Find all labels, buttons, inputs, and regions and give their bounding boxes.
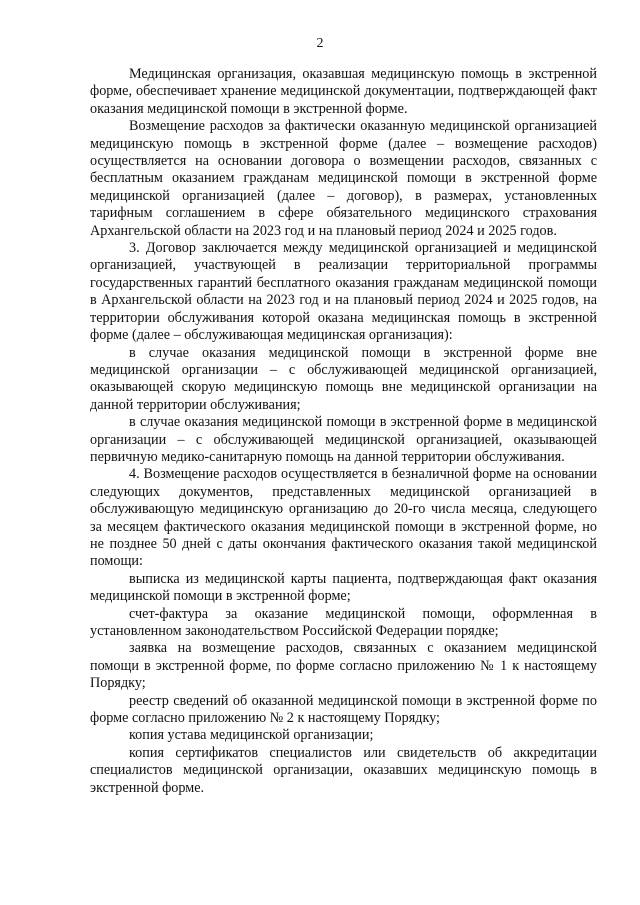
paragraph-case-inside: в случае оказания медицинской помощи в экстренной форме в медицинской организации – с обслуживающей медицинской организацией, оказывающей первичную медико-санитарную помощь на данной территории обслуживания.: [90, 414, 597, 465]
list-item-extract: выписка из медицинской карты пациента, подтверждающая факт оказания медицинской помощи в экстренной форме;: [90, 570, 597, 605]
page-number: 2: [316, 36, 324, 51]
list-item-application: заявка на возмещение расходов, связанных с оказанием медицинской помощи в экстренной форме, по форме согласно приложению № 1 к настоящему Порядку;: [90, 640, 597, 692]
list-item-invoice: счет-фактура за оказание медицинской помощи, оформленная в установленном законодательством Российской Федерации порядке;: [90, 605, 597, 639]
paragraph-case-outside: в случае оказания медицинской помощи в экстренной форме вне медицинской организации – с обслуживающей медицинской организацией, оказывающей скорую медицинскую помощь вне медицинской организации на данной территории обслуживания;: [90, 344, 597, 413]
paragraph-storage: Медицинская организация, оказавшая медицинскую помощь в экстренной форме, обеспечивает хранение медицинской документации, подтверждающей факт оказания медицинской помощи в экстренной форме.: [90, 66, 597, 117]
list-item-certificates: копия сертификатов специалистов или свидетельств об аккредитации специалистов медицинской организации, оказавших медицинскую помощь в экстренной форме.: [90, 744, 597, 796]
paragraph-reimbursement: Возмещение расходов за фактически оказанную медицинской организацией медицинскую помощь в экстренной форме (далее – возмещение расходов) осуществляется на основании договора о возмещении расходов, связанных с бесплатным оказанием гражданам медицинской помощи в экстренной форме медицинской организацией (далее – договор), в размерах, установленных тарифным соглашением в сфере обязательного медицинского страхования Архангельской области на 2023 год и на плановый период 2024 и 2025 годов.: [90, 118, 597, 239]
paragraph-item-4: 4. Возмещение расходов осуществляется в безналичной форме на основании следующих документов, представленных медицинской организацией в обслуживающую медицинскую организацию до 20-го числа месяца, следующего за месяцем фактического оказания медицинской помощи в экстренной форме, но не позднее 50 дней с даты окончания фактического оказания такой медицинской помощи:: [90, 466, 597, 570]
list-item-charter: копия устава медицинской организации;: [129, 727, 374, 744]
list-item-register: реестр сведений об оказанной медицинской помощи в экстренной форме по форме согласно приложению № 2 к настоящему Порядку;: [90, 692, 597, 727]
paragraph-item-3: 3. Договор заключается между медицинской организацией и медицинской организацией, участвующей в реализации территориальной программы государственных гарантий бесплатного оказания гражданам медицинской помощи в Архангельской области на 2023 год и на плановый период 2024 и 2025 годов, на территории обслуживания которой оказана медицинская помощь в экстренной форме (далее – обслуживающая медицинская организация):: [90, 240, 597, 344]
document-body: [90, 66, 597, 797]
